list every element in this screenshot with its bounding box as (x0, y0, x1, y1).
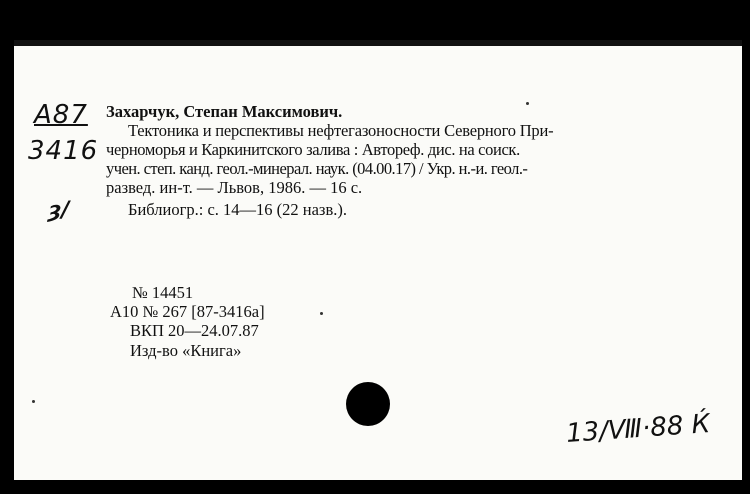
description-line-3: учен. степ. канд. геол.-минерал. наук. (04.00.17) / Укр. н.-и. геол.- (106, 159, 528, 178)
handwritten-date: 13/Ⅷ·88 Ќ (565, 409, 712, 449)
bibliography-note: Библиогр.: с. 14—16 (22 назв.). (128, 200, 347, 219)
speck (32, 400, 35, 403)
registry-vkp: ВКП 20—24.07.87 (130, 321, 259, 340)
speck (320, 312, 323, 315)
registry-publisher: Изд-во «Книга» (130, 341, 242, 360)
author-heading: Захарчук, Степан Максимович. (106, 102, 343, 121)
punch-hole (346, 382, 390, 426)
handwritten-mark: ȝ/ (48, 198, 70, 223)
description-line-1: Тектоника и перспективы нефтегазоносности Северного При- (128, 121, 554, 140)
description-line-2: черноморья и Каркинитского залива : Автореф. дис. на соиск. (106, 140, 520, 159)
catalog-card (14, 40, 742, 480)
call-number-bottom: 3416 (28, 136, 99, 166)
registry-number: № 14451 (132, 283, 194, 302)
registry-a10: А10 № 267 [87-3416а] (110, 302, 265, 321)
description-line-4: развед. ин-т. — Львов, 1986. — 16 с. (106, 178, 363, 197)
speck (526, 102, 529, 105)
call-number-top: A87 (34, 100, 88, 130)
